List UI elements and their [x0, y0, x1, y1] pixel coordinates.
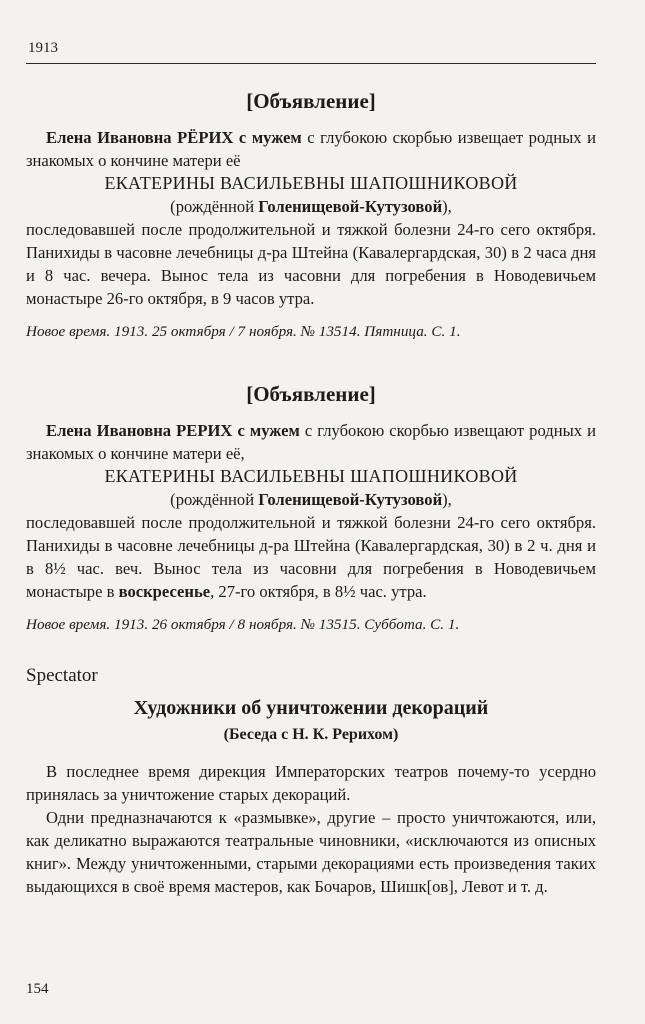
- lead-text: с глубокою скорбью извещает родных и знакомых о кончине матери её: [26, 128, 596, 170]
- lead-bold: Елена Ивановна РЕРИХ с мужем: [46, 421, 300, 440]
- article-paragraph: В последнее время дирекция Императорских театров почему-то усердно принялась за уничтожение старых декораций.: [26, 762, 596, 804]
- lead-bold: Елена Ивановна РЁРИХ с мужем: [46, 128, 302, 147]
- deceased-name: ЕКАТЕРИНЫ ВАСИЛЬЕВНЫ ШАПОШНИКОВОЙ: [104, 173, 518, 193]
- running-head-year: 1913: [28, 40, 58, 56]
- announcement-body: последовавшей после продолжительной и тяжкой болезни 24-го сего октября. Панихиды в часовне лечебницы д-ра Штейна (Кавалергардская, 30) в 2 часа дня и 8 час. вечера. Вынос тела из часовни для погребения в Новодевичьем монастыре 26-го октября, в 9 часов утра.: [26, 220, 596, 308]
- announcement-body: [26, 511, 596, 603]
- born-close: ),: [442, 490, 452, 509]
- article-paragraph: Одни предназначаются к «размывке», другие – просто уничтожаются, или, как деликатно выражаются театральные чиновники, «исключаются из описных книг». Между уничтоженными, старыми декорациями есть произведения таких выдающихся в своё время мастеров, как Бочаров, Шишк[ов], Левот и т. д.: [26, 808, 596, 896]
- body-pre: последовавшей после продолжительной и тяжкой болезни 24-го сего октября. Панихиды в часовне лечебницы д-ра Штейна (Кавалергардская, 30) в 2 ч. дня и в 8½ час. веч. Вынос тела из часовни для погребения в Новодевичьем монастыре в: [26, 513, 596, 601]
- born-close: ),: [442, 197, 452, 216]
- announcement-title: [Объявление]: [246, 382, 376, 406]
- maiden-name: Голенищевой-Кутузовой: [258, 490, 443, 509]
- lead-text: с глубокою скорбью извещают родных и знакомых о кончине матери её,: [26, 421, 596, 463]
- announcement-title: [Объявление]: [246, 89, 376, 113]
- announcement-lead: [26, 419, 596, 465]
- maiden-name-line: [26, 488, 596, 511]
- article-title: Художники об уничтожении декораций: [133, 697, 489, 719]
- page-content: [26, 80, 596, 898]
- article-subtitle: (Беседа с Н. К. Рерихом): [223, 726, 399, 743]
- body-post: , 27-го октября, в 8½ час. утра.: [210, 582, 427, 601]
- maiden-name: Голенищевой-Кутузовой: [258, 197, 443, 216]
- announcement-1: [26, 88, 596, 343]
- source-citation: Новое время. 1913. 26 октября / 8 ноября. № 13515. Суббота. С. 1.: [26, 616, 460, 633]
- announcement-2: [26, 381, 596, 636]
- article: [26, 664, 596, 898]
- header-rule: [26, 63, 596, 64]
- announcement-lead: [26, 126, 596, 172]
- article-author: Spectator: [26, 665, 98, 686]
- born-open: (рождённой: [170, 197, 259, 216]
- body-bold: воскресенье: [118, 582, 211, 601]
- born-open: (рождённой: [170, 490, 259, 509]
- section-gap: [26, 343, 596, 373]
- page-number: 154: [26, 981, 49, 997]
- source-citation: Новое время. 1913. 25 октября / 7 ноября. № 13514. Пятница. С. 1.: [26, 323, 461, 340]
- maiden-name-line: [26, 195, 596, 218]
- deceased-name: ЕКАТЕРИНЫ ВАСИЛЬЕВНЫ ШАПОШНИКОВОЙ: [104, 466, 518, 486]
